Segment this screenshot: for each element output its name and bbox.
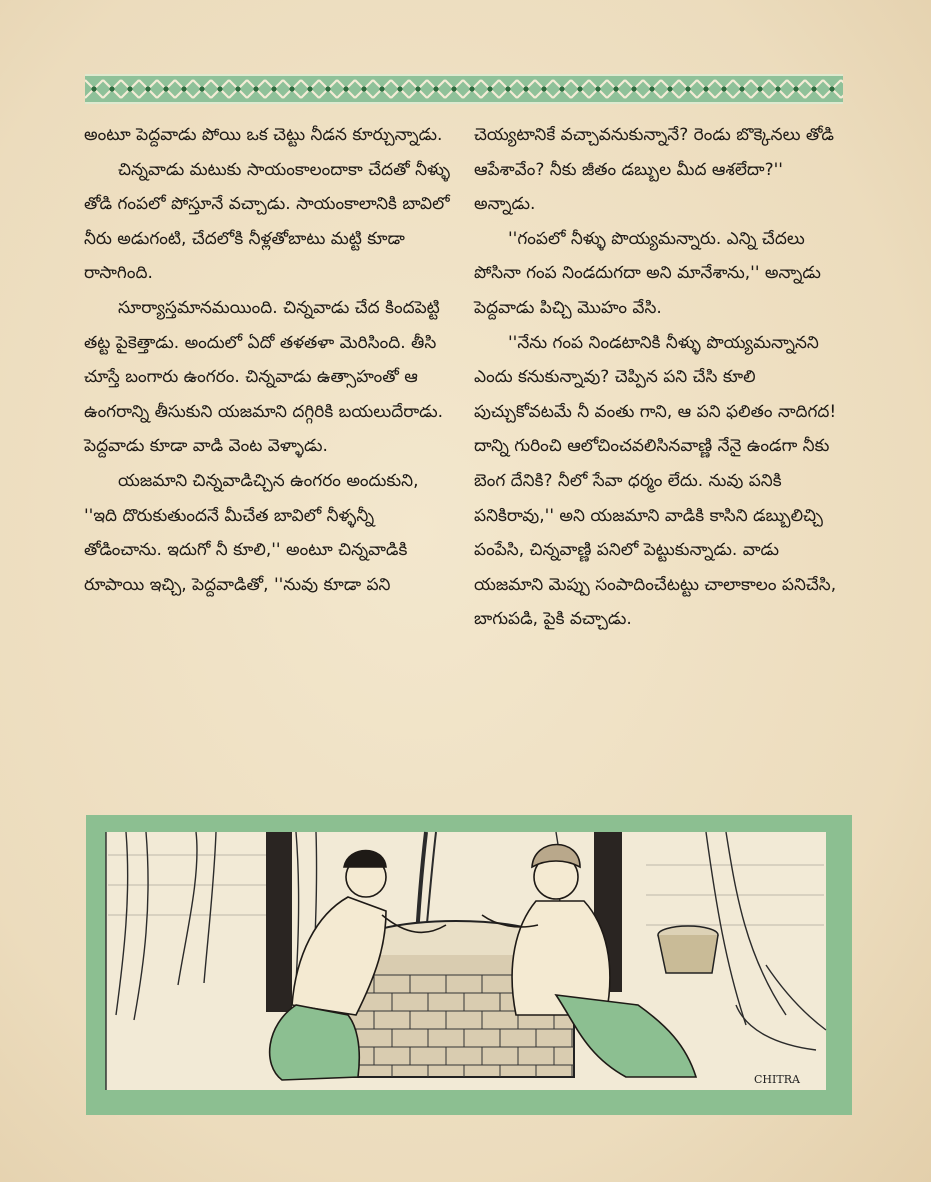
paragraph: చెయ్యటానికే వచ్చావనుకున్నానే? రెండు బొక్కెనలు తోడి ఆపేశావేం? నీకు జీతం డబ్బుల మీద ఆశలేదా?'' అన్నాడు.	[474, 125, 834, 215]
text-column-left	[84, 118, 456, 602]
paragraph: సూర్యాస్తమానమయింది. చిన్నవాడు చేద కిందపెట్టి తట్ట పైకెత్తాడు. అందులో ఏదో తళతళా మెరిసింది. తీసి చూస్తే బంగారు ఉంగరం. చిన్నవాడు ఉత్సాహంతో ఆ ఉంగరాన్ని తీసుకుని యజమాని దగ్గిరికి బయలుదేరాడు. పెద్దవాడు కూడా వాడి వెంట వెళ్ళాడు.	[84, 297, 443, 457]
paragraph: చిన్నవాడు మటుకు సాయంకాలందాకా చేదతో నీళ్ళు తోడి గంపలో పోస్తూనే వచ్చాడు. సాయంకాలానికి బావిలో నీరు అడుగంటి, చేదలోకి నీళ్లతోబాటు మట్టి కూడా రాసాగింది.	[84, 159, 451, 284]
paragraph: అంటూ పెద్దవాడు పోయి ఒక చెట్టు నీడన కూర్చున్నాడు.	[84, 125, 443, 145]
basket-icon	[658, 926, 718, 973]
artist-signature: CHITRA	[754, 1073, 800, 1086]
paragraph: ''నేను గంప నిండటానికి నీళ్ళు పొయ్యమన్నానని ఎందు కనుకున్నావు? చెప్పిన పని చేసి కూలి పుచ్చుకోవటమే నీ వంతు గాని, ఆ పని ఫలితం నాదిగద! దాన్ని గురించి ఆలోచించవలిసినవాణ్ణి నేనై ఉండగా నీకు బెంగ దేనికి? నీలో సేవా ధర్మం లేదు. నువు పనికి పనికిరావు,'' అని యజమాని వాడికి కాసిని డబ్బులిచ్చి పంపేసి, చిన్నవాణ్ణి పనిలో పెట్టుకున్నాడు. వాడు యజమాని మెప్పు సంపాదించేటట్టు చాలాకాలం పనిచేసి, బాగుపడి, పైకి వచ్చాడు.	[474, 332, 837, 630]
paragraph: యజమాని చిన్నవాడిచ్చిన ఉంగరం అందుకుని, ''ఇది దొరుకుతుందనే మీచేత బావిలో నీళ్ళన్నీ తోడించాను. ఇదుగో నీ కూలి,'' అంటూ చిన్నవాడికి రూపాయి ఇచ్చి, పెద్దవాడితో, ''నువు కూడా పని	[84, 470, 419, 595]
paragraph: ''గంపలో నీళ్ళు పొయ్యమన్నారు. ఎన్ని చేదలు పోసినా గంప నిండదుగదా అని మానేశాను,'' అన్నాడు పెద్దవాడు పిచ్చి మొహం వేసి.	[474, 228, 821, 318]
decorative-border	[85, 74, 843, 104]
text-column-right	[474, 118, 846, 637]
story-illustration	[86, 815, 852, 1115]
